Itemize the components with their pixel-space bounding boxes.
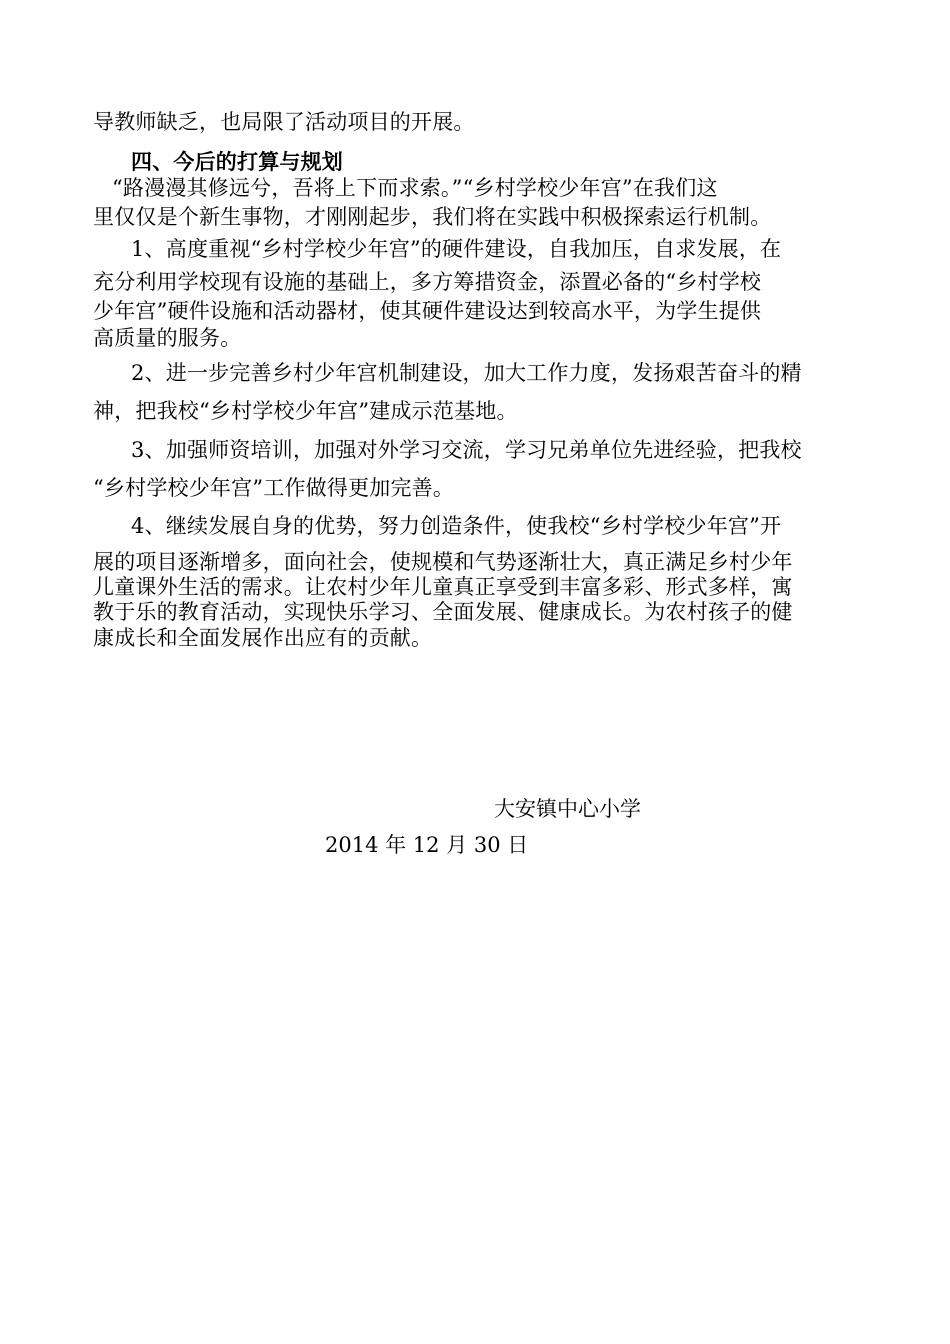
paragraph-line: 2、进一步完善乡村少年宫机制建设，加大工作力度，发扬艰苦奋斗的精 bbox=[131, 361, 802, 385]
paragraph-line: 4、继续发展自身的优势，努力创造条件，使我校“乡村学校少年宫”开 bbox=[131, 514, 782, 538]
paragraph-line: “路漫漫其修远兮，吾将上下而求索。”“乡村学校少年宫”在我们这 bbox=[112, 176, 718, 200]
paragraph-line: 儿童课外生活的需求。让农村少年儿童真正享受到丰富多彩、形式多样，寓 bbox=[93, 575, 793, 599]
section-heading: 四、今后的打算与规划 bbox=[131, 149, 343, 174]
paragraph-line: 充分利用学校现有设施的基础上，多方筹措资金，添置必备的“乡村学校 bbox=[93, 270, 762, 294]
paragraph-line: 里仅仅是个新生事物，才刚刚起步，我们将在实践中积极探索运行机制。 bbox=[93, 205, 772, 229]
paragraph-line: 康成长和全面发展作出应有的贡献。 bbox=[93, 626, 433, 650]
paragraph-line: 教于乐的教育活动，实现快乐学习、全面发展、健康成长。为农村孩子的健 bbox=[93, 600, 793, 624]
paragraph-line: “乡村学校少年宫”工作做得更加完善。 bbox=[93, 476, 455, 500]
paragraph-line: 展的项目逐渐增多，面向社会，使规模和气势逐渐壮大，真正满足乡村少年 bbox=[93, 550, 793, 574]
paragraph-line: 神，把我校“乡村学校少年宫”建成示范基地。 bbox=[93, 399, 518, 423]
signature-date: 2014 年 12 月 30 日 bbox=[325, 833, 529, 857]
paragraph-line: 少年宫”硬件设施和活动器材，使其硬件建设达到较高水平，为学生提供 bbox=[93, 299, 762, 323]
paragraph-line: 导教师缺乏，也局限了活动项目的开展。 bbox=[93, 110, 475, 134]
paragraph-line: 1、高度重视“乡村学校少年宫”的硬件建设，自我加压，自求发展，在 bbox=[131, 237, 782, 261]
signature-organization: 大安镇中心小学 bbox=[494, 797, 641, 821]
paragraph-line: 3、加强师资培训，加强对外学习交流，学习兄弟单位先进经验，把我校 bbox=[131, 438, 802, 462]
paragraph-line: 高质量的服务。 bbox=[93, 326, 242, 350]
